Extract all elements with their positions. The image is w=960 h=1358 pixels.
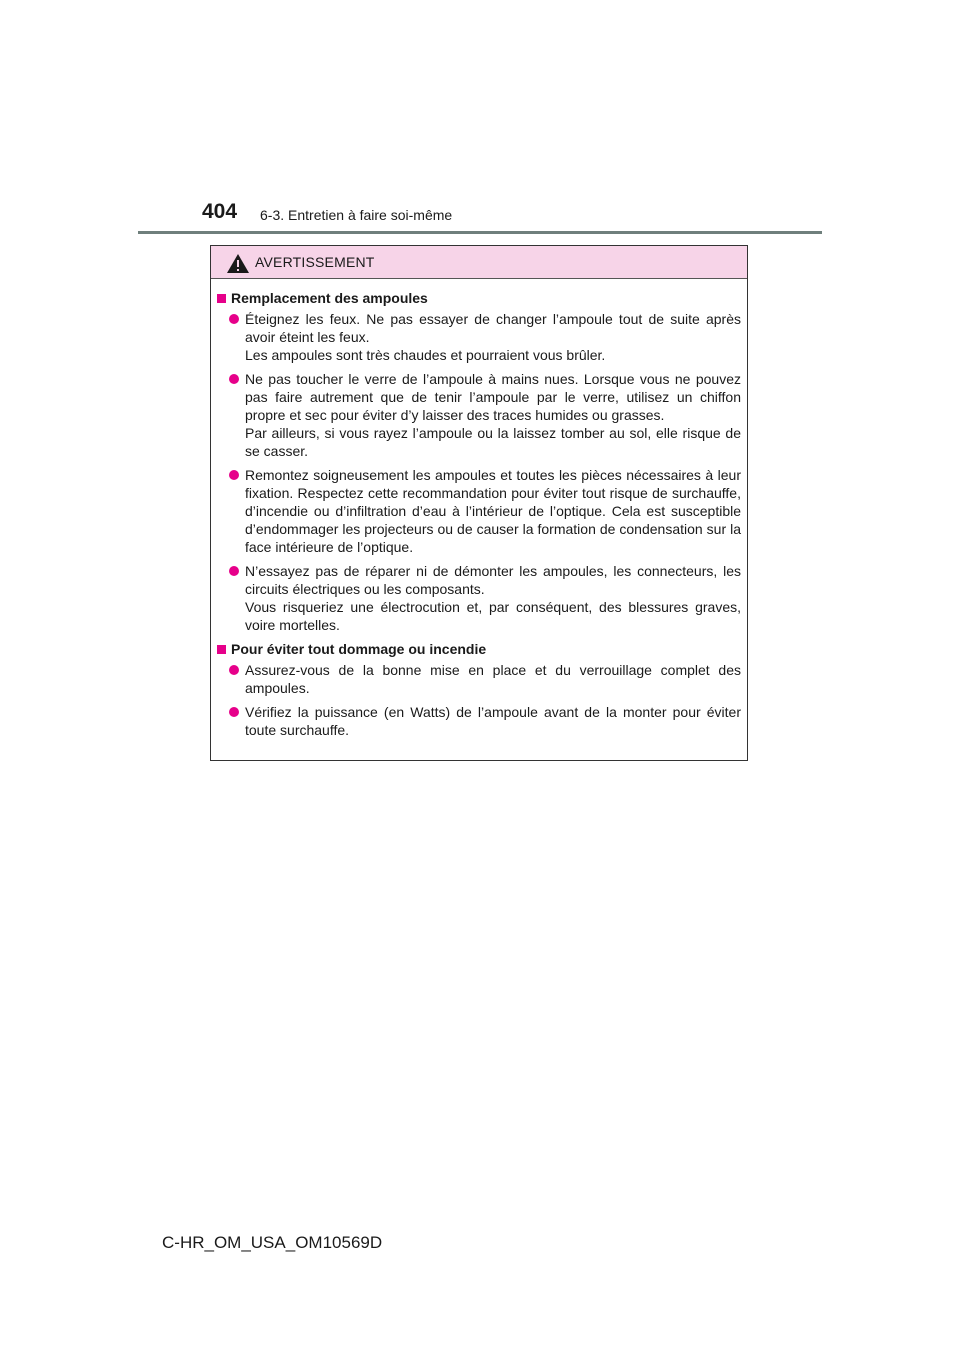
list-item-text	[245, 661, 741, 697]
list-item	[229, 703, 741, 739]
square-bullet-icon	[217, 294, 226, 303]
list-item-text	[245, 703, 741, 739]
paragraph: Éteignez les feux. Ne pas essayer de changer l’ampoule tout de suite après avoir éteint les feux.	[245, 311, 741, 345]
section-heading-text: Pour éviter tout dommage ou incendie	[231, 641, 487, 657]
section-title: 6-3. Entretien à faire soi-même	[260, 207, 453, 223]
page-header	[0, 0, 960, 240]
section-heading-text: Remplacement des ampoules	[231, 290, 428, 306]
circle-bullet-icon	[229, 566, 239, 576]
paragraph: N’essayez pas de réparer ni de démonter les ampoules, les connecteurs, les circuits électriques ou les composants.	[245, 563, 741, 597]
square-bullet-icon	[217, 645, 226, 654]
circle-bullet-icon	[229, 707, 239, 717]
section-heading	[217, 289, 741, 308]
list-item-text	[245, 310, 741, 364]
list-item	[229, 466, 741, 556]
page-number: 404	[202, 200, 238, 223]
warning-triangle-icon	[227, 254, 249, 273]
paragraph: Remontez soigneusement les ampoules et toutes les pièces nécessaires à leur fixation. Respectez cette recommandation pour éviter tout risque de surchauffe, d’incendie ou d’infiltration d’eau à l’intérieur de l’optique. Cela est susceptible d’endommager les projecteurs ou de causer la formation de condensation sur la face intérieure de l’optique.	[245, 467, 741, 555]
header-rule	[138, 231, 822, 234]
paragraph: Les ampoules sont très chaudes et pourraient vous brûler.	[245, 347, 606, 363]
list-item-text	[245, 370, 741, 460]
paragraph: Ne pas toucher le verre de l’ampoule à mains nues. Lorsque vous ne pouvez pas faire autrement que de tenir l’ampoule par le verre, utilisez un chiffon propre et sec pour éviter d’y laisser des traces humides ou grasses.	[245, 371, 741, 423]
paragraph: Par ailleurs, si vous rayez l’ampoule ou la laissez tomber au sol, elle risque de se casser.	[245, 425, 741, 459]
section-heading	[217, 640, 741, 659]
list-item	[229, 310, 741, 364]
warning-header	[211, 246, 747, 279]
paragraph: Assurez-vous de la bonne mise en place et du verrouillage complet des ampoules.	[245, 662, 741, 696]
circle-bullet-icon	[229, 314, 239, 324]
warning-box	[210, 245, 748, 761]
circle-bullet-icon	[229, 374, 239, 384]
warning-label: AVERTISSEMENT	[255, 254, 375, 270]
paragraph: Vous risqueriez une électrocution et, par conséquent, des blessures graves, voire mortelles.	[245, 599, 741, 633]
list-item-text	[245, 562, 741, 634]
warning-body	[211, 279, 747, 739]
paragraph: Vérifiez la puissance (en Watts) de l’ampoule avant de la monter pour éviter toute surchauffe.	[245, 704, 741, 738]
footer-code: C-HR_OM_USA_OM10569D	[162, 1233, 383, 1252]
circle-bullet-icon	[229, 665, 239, 675]
list-item	[229, 661, 741, 697]
list-item	[229, 370, 741, 460]
list-item	[229, 562, 741, 634]
circle-bullet-icon	[229, 470, 239, 480]
list-item-text	[245, 466, 741, 556]
